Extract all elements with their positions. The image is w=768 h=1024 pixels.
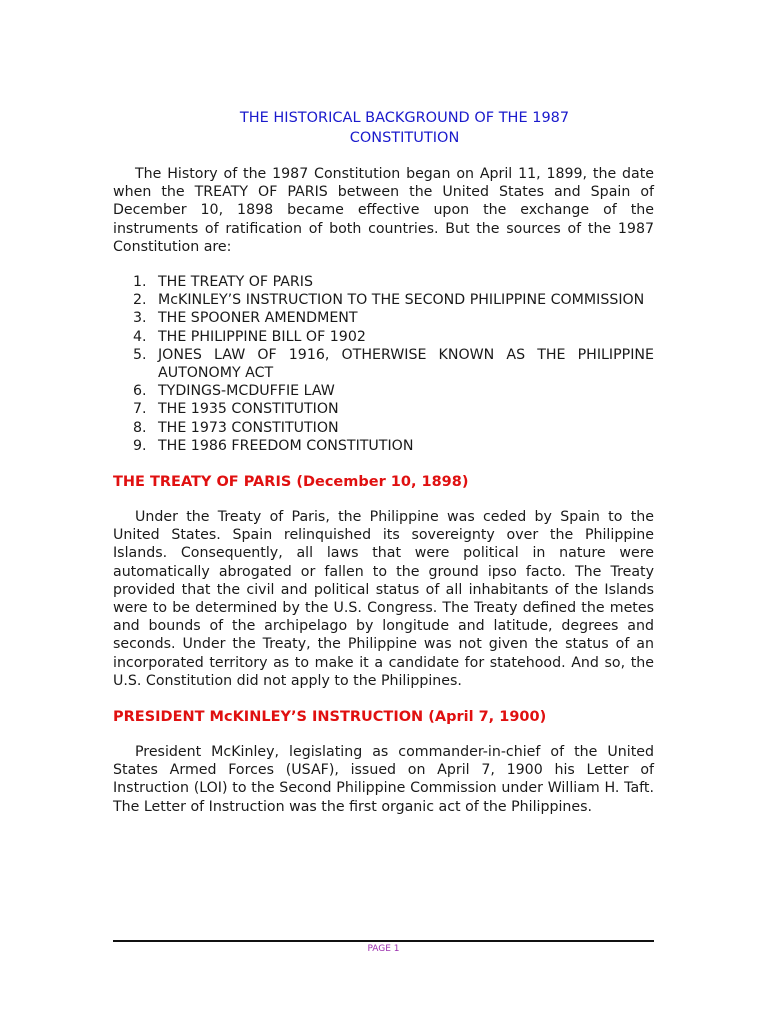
list-item-text: THE 1986 FREEDOM CONSTITUTION — [158, 437, 414, 454]
list-item — [113, 291, 654, 309]
list-item-number: 6. — [133, 383, 147, 400]
list-item-text: THE 1935 CONSTITUTION — [158, 401, 339, 418]
list-item-text: TYDINGS-MCDUFFIE LAW — [158, 383, 335, 400]
list-item-text: THE SPOONER AMENDMENT — [158, 310, 358, 327]
list-item-number: 5. — [133, 346, 147, 363]
document-title — [113, 108, 654, 148]
title-line-2: CONSTITUTION — [349, 130, 460, 146]
list-item-text: THE PHILIPPINE BILL OF 1902 — [158, 328, 366, 345]
section-body-treaty-of-paris: Under the Treaty of Paris, the Philippine was ceded by Spain to the United States. Spain relinquished its sovereignty over the Philippine Islands. Consequently, all laws that were political in nature were automatically abrogated or fallen to the ground ipso facto. The Treaty provided that the civil and political status of all inhabitants of the Islands were to be determined by the U.S. Congress. The Treaty defined the metes and bounds of the archipelago by longitude and latitude, degrees and seconds. Under the Treaty, the Philippine was not given the status of an incorporated territory as to make it a candidate for statehood. And so, the U.S. Constitution did not apply to the Philippines. — [113, 509, 654, 689]
list-item-text: JONES LAW OF 1916, OTHERWISE KNOWN AS THE PHILIPPINE AUTONOMY ACT — [158, 346, 654, 382]
list-item-number: 8. — [133, 419, 147, 436]
section-heading-treaty-of-paris: THE TREATY OF PARIS (December 10, 1898) — [113, 474, 469, 491]
section-heading-mckinley-instruction: PRESIDENT McKINLEY’S INSTRUCTION (April 7, 1900) — [113, 709, 547, 726]
list-item — [113, 328, 654, 346]
list-item-number: 9. — [133, 437, 147, 454]
list-item — [113, 382, 654, 400]
intro-paragraph: The History of the 1987 Constitution began on April 11, 1899, the date when the TREATY OF PARIS between the United States and Spain of December 10, 1898 became effective upon the exchange of the instruments of ratification of both countries. But the sources of the 1987 Constitution are: — [113, 166, 654, 255]
list-item-text: THE TREATY OF PARIS — [158, 274, 313, 291]
list-item-number: 1. — [133, 274, 147, 291]
list-item-text: McKINLEY’S INSTRUCTION TO THE SECOND PHILIPPINE COMMISSION — [158, 292, 645, 309]
list-item — [113, 400, 654, 418]
list-item-text: THE 1973 CONSTITUTION — [158, 419, 339, 436]
list-item-number: 3. — [133, 310, 147, 327]
list-item — [113, 419, 654, 437]
list-item-number: 7. — [133, 401, 147, 418]
page-number: PAGE 1 — [367, 944, 400, 954]
list-item — [113, 437, 654, 455]
section-body-mckinley-instruction: President McKinley, legislating as commander-in-chief of the United States Armed Forces (USAF), issued on April 7, 1900 his Letter of Instruction (LOI) to the Second Philippine Commission under William H. Taft. The Letter of Instruction was the first organic act of the Philippines. — [113, 744, 654, 815]
title-line-1: THE HISTORICAL BACKGROUND OF THE 1987 — [239, 110, 570, 126]
list-item-number: 2. — [133, 292, 147, 309]
sources-list — [113, 273, 654, 455]
list-item-number: 4. — [133, 328, 147, 345]
page-content — [113, 108, 654, 816]
list-item — [113, 346, 654, 382]
list-item — [113, 273, 654, 291]
footer-divider — [113, 940, 654, 942]
list-item — [113, 309, 654, 327]
